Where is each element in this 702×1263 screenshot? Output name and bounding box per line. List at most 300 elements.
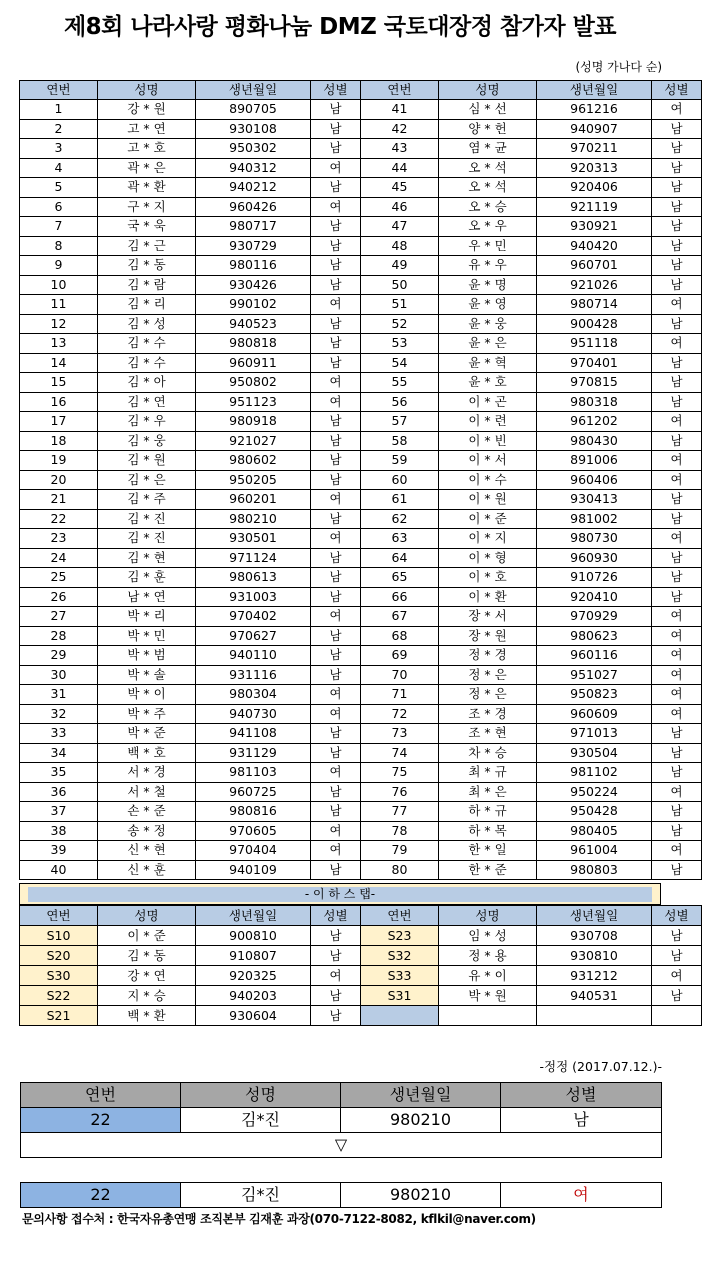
- participant-name: 윤 * 웅: [439, 314, 537, 334]
- participant-seq: 66: [361, 587, 439, 607]
- participant-birth: 960116: [537, 646, 652, 666]
- participant-sex: 여: [311, 373, 361, 393]
- participant-birth: 980918: [196, 412, 311, 432]
- participant-sex: 남: [311, 568, 361, 588]
- table-row: [20, 763, 702, 783]
- participant-name: 정 * 은: [439, 685, 537, 705]
- participant-seq: 25: [20, 568, 98, 588]
- participant-birth: 960930: [537, 548, 652, 568]
- header-sex: 성별: [652, 81, 702, 100]
- staff-birth: 931212: [537, 966, 652, 986]
- participant-name: 서 * 경: [98, 763, 196, 783]
- participant-sex: 남: [311, 334, 361, 354]
- table-row: [20, 275, 702, 295]
- participant-sex: 남: [652, 275, 702, 295]
- participant-seq: 47: [361, 217, 439, 237]
- participant-birth: 970211: [537, 139, 652, 159]
- participant-birth: 930921: [537, 217, 652, 237]
- participant-seq: 46: [361, 197, 439, 217]
- participant-seq: 53: [361, 334, 439, 354]
- participant-name: 고 * 연: [98, 119, 196, 139]
- staff-birth: 940531: [537, 986, 652, 1006]
- staff-seq: S23: [361, 926, 439, 946]
- participant-name: 염 * 균: [439, 139, 537, 159]
- correction-gap: [21, 1158, 662, 1183]
- participant-name: 김 * 성: [98, 314, 196, 334]
- table-row: [20, 860, 702, 880]
- page-title: 제8회 나라사랑 평화나눔 DMZ 국토대장정 참가자 발표: [63, 14, 617, 40]
- participant-seq: 27: [20, 607, 98, 627]
- table-row: [20, 821, 702, 841]
- staff-seq: S10: [20, 926, 98, 946]
- table-row: [20, 986, 702, 1006]
- participant-birth: 971013: [537, 724, 652, 744]
- participant-seq: 19: [20, 451, 98, 471]
- participant-birth: 920406: [537, 178, 652, 198]
- participant-name: 김 * 근: [98, 236, 196, 256]
- participant-seq: 52: [361, 314, 439, 334]
- table-row: [20, 197, 702, 217]
- participant-name: 이 * 지: [439, 529, 537, 549]
- staff-birth: 930810: [537, 946, 652, 966]
- participant-name: 김 * 진: [98, 509, 196, 529]
- participant-birth: 980730: [537, 529, 652, 549]
- participant-birth: 930413: [537, 490, 652, 510]
- participant-name: 우 * 민: [439, 236, 537, 256]
- participant-name: 박 * 리: [98, 607, 196, 627]
- participant-seq: 68: [361, 626, 439, 646]
- participant-name: 정 * 경: [439, 646, 537, 666]
- participant-birth: 970815: [537, 373, 652, 393]
- participant-birth: 981002: [537, 509, 652, 529]
- participant-sex: 남: [652, 353, 702, 373]
- participant-seq: 62: [361, 509, 439, 529]
- participant-sex: 남: [652, 821, 702, 841]
- staff-name: 백 * 환: [98, 1006, 196, 1026]
- participant-birth: 950205: [196, 470, 311, 490]
- participant-seq: 75: [361, 763, 439, 783]
- participant-birth: 970401: [537, 353, 652, 373]
- participant-birth: 970929: [537, 607, 652, 627]
- participant-birth: 950224: [537, 782, 652, 802]
- header-birth: 생년월일: [196, 906, 311, 926]
- participant-birth: 930504: [537, 743, 652, 763]
- header-seq: 연번: [361, 906, 439, 926]
- participant-seq: 40: [20, 860, 98, 880]
- participant-birth: 980318: [537, 392, 652, 412]
- header-birth: 생년월일: [537, 81, 652, 100]
- header-sex: 성별: [652, 906, 702, 926]
- participant-birth: 980818: [196, 334, 311, 354]
- participant-seq: 72: [361, 704, 439, 724]
- participant-birth: 980430: [537, 431, 652, 451]
- correction-header-row: [21, 1083, 662, 1108]
- participant-sex: 남: [652, 236, 702, 256]
- participant-sex: 남: [311, 100, 361, 120]
- participant-sex: 여: [652, 451, 702, 471]
- participant-birth: 980405: [537, 821, 652, 841]
- participant-seq: 26: [20, 587, 98, 607]
- participant-birth: 980816: [196, 802, 311, 822]
- participant-seq: 60: [361, 470, 439, 490]
- table-row: [20, 119, 702, 139]
- participant-birth: 971124: [196, 548, 311, 568]
- staff-name: 김 * 동: [98, 946, 196, 966]
- table-row: [20, 236, 702, 256]
- header-birth: 생년월일: [537, 906, 652, 926]
- participant-name: 박 * 민: [98, 626, 196, 646]
- participant-birth: 930108: [196, 119, 311, 139]
- participant-name: 김 * 연: [98, 392, 196, 412]
- participant-seq: 6: [20, 197, 98, 217]
- participant-name: 김 * 수: [98, 353, 196, 373]
- participant-seq: 18: [20, 431, 98, 451]
- correction-before-name: 김*진: [181, 1108, 341, 1133]
- staff-label: - 이 하 스 탭-: [28, 887, 652, 902]
- participant-name: 윤 * 혁: [439, 353, 537, 373]
- participant-sex: 여: [652, 412, 702, 432]
- participant-birth: 951027: [537, 665, 652, 685]
- participant-birth: 960911: [196, 353, 311, 373]
- participant-sex: 남: [311, 353, 361, 373]
- staff-name: 강 * 연: [98, 966, 196, 986]
- table-row: [20, 587, 702, 607]
- table-row: [20, 926, 702, 946]
- participant-seq: 37: [20, 802, 98, 822]
- table-row: [20, 451, 702, 471]
- participant-birth: 960609: [537, 704, 652, 724]
- correction-header-seq: 연번: [21, 1083, 181, 1108]
- participant-name: 김 * 은: [98, 470, 196, 490]
- empty-cell: [652, 1006, 702, 1026]
- participant-name: 양 * 헌: [439, 119, 537, 139]
- participant-birth: 891006: [537, 451, 652, 471]
- correction-before-seq: 22: [21, 1108, 181, 1133]
- participant-sex: 남: [311, 412, 361, 432]
- participant-name: 송 * 정: [98, 821, 196, 841]
- participant-birth: 931129: [196, 743, 311, 763]
- participant-name: 오 * 석: [439, 178, 537, 198]
- participant-name: 고 * 호: [98, 139, 196, 159]
- participant-sex: 남: [311, 119, 361, 139]
- table-row: [20, 158, 702, 178]
- participant-seq: 16: [20, 392, 98, 412]
- staff-sex: 남: [311, 926, 361, 946]
- participant-sex: 남: [311, 236, 361, 256]
- participant-sex: 남: [311, 860, 361, 880]
- participant-name: 박 * 주: [98, 704, 196, 724]
- header-name: 성명: [98, 906, 196, 926]
- staff-sex: 남: [652, 986, 702, 1006]
- participant-seq: 2: [20, 119, 98, 139]
- staff-sex: 여: [652, 966, 702, 986]
- staff-sex: 남: [652, 946, 702, 966]
- correction-after-row: [21, 1183, 662, 1208]
- staff-seq: S32: [361, 946, 439, 966]
- participant-sex: 남: [311, 802, 361, 822]
- participant-name: 한 * 준: [439, 860, 537, 880]
- participant-seq: 28: [20, 626, 98, 646]
- participant-name: 김 * 수: [98, 334, 196, 354]
- table-row: [20, 548, 702, 568]
- participant-seq: 74: [361, 743, 439, 763]
- participant-birth: 980304: [196, 685, 311, 705]
- participant-name: 최 * 은: [439, 782, 537, 802]
- table-row: [20, 782, 702, 802]
- participant-name: 이 * 수: [439, 470, 537, 490]
- participant-sex: 남: [311, 782, 361, 802]
- participant-seq: 48: [361, 236, 439, 256]
- participant-birth: 960725: [196, 782, 311, 802]
- staff-birth: 900810: [196, 926, 311, 946]
- participant-sex: 여: [311, 821, 361, 841]
- participant-birth: 941108: [196, 724, 311, 744]
- participant-sex: 남: [652, 314, 702, 334]
- table-row: [20, 607, 702, 627]
- participant-sex: 남: [311, 509, 361, 529]
- staff-seq: S30: [20, 966, 98, 986]
- participant-seq: 55: [361, 373, 439, 393]
- participant-name: 박 * 범: [98, 646, 196, 666]
- participant-birth: 940730: [196, 704, 311, 724]
- participant-sex: 여: [311, 197, 361, 217]
- participant-sex: 남: [311, 724, 361, 744]
- participant-name: 손 * 준: [98, 802, 196, 822]
- table-row: [20, 353, 702, 373]
- staff-name: 임 * 성: [439, 926, 537, 946]
- participant-name: 국 * 욱: [98, 217, 196, 237]
- participant-sex: 여: [652, 295, 702, 315]
- correction-table: [20, 1082, 662, 1208]
- participant-seq: 44: [361, 158, 439, 178]
- participant-name: 조 * 현: [439, 724, 537, 744]
- participant-sex: 남: [652, 139, 702, 159]
- participant-birth: 951123: [196, 392, 311, 412]
- table-row: [20, 373, 702, 393]
- table-row: [20, 685, 702, 705]
- staff-seq: S31: [361, 986, 439, 1006]
- participant-birth: 980602: [196, 451, 311, 471]
- participant-name: 김 * 원: [98, 451, 196, 471]
- table-row: [20, 626, 702, 646]
- participant-sex: 여: [652, 470, 702, 490]
- participant-name: 장 * 서: [439, 607, 537, 627]
- participant-name: 이 * 준: [439, 509, 537, 529]
- correction-header-sex: 성별: [501, 1083, 662, 1108]
- table-row: [20, 946, 702, 966]
- participant-birth: 960406: [537, 470, 652, 490]
- participant-seq: 79: [361, 841, 439, 861]
- participant-birth: 921027: [196, 431, 311, 451]
- table-row: [20, 431, 702, 451]
- table-row: [20, 139, 702, 159]
- table-row: [20, 470, 702, 490]
- participant-sex: 남: [311, 431, 361, 451]
- participant-name: 박 * 준: [98, 724, 196, 744]
- participant-sex: 남: [652, 548, 702, 568]
- participant-seq: 9: [20, 256, 98, 276]
- participant-sex: 여: [652, 607, 702, 627]
- participant-birth: 940109: [196, 860, 311, 880]
- participant-seq: 33: [20, 724, 98, 744]
- table-row: [20, 392, 702, 412]
- participant-birth: 950428: [537, 802, 652, 822]
- correction-after-birth: 980210: [341, 1183, 501, 1208]
- header-seq: 연번: [20, 906, 98, 926]
- participant-table: [19, 80, 702, 880]
- participant-seq: 49: [361, 256, 439, 276]
- participant-name: 한 * 일: [439, 841, 537, 861]
- participant-name: 신 * 훈: [98, 860, 196, 880]
- participant-seq: 41: [361, 100, 439, 120]
- participant-name: 김 * 리: [98, 295, 196, 315]
- table-row: [20, 295, 702, 315]
- participant-seq: 38: [20, 821, 98, 841]
- participant-birth: 980116: [196, 256, 311, 276]
- participant-seq: 32: [20, 704, 98, 724]
- participant-name: 오 * 승: [439, 197, 537, 217]
- participant-birth: 951118: [537, 334, 652, 354]
- correction-header-name: 성명: [181, 1083, 341, 1108]
- participant-seq: 12: [20, 314, 98, 334]
- staff-table: [19, 905, 702, 1026]
- participant-seq: 10: [20, 275, 98, 295]
- staff-birth: 940203: [196, 986, 311, 1006]
- participant-name: 김 * 주: [98, 490, 196, 510]
- participant-sex: 남: [652, 724, 702, 744]
- participant-seq: 8: [20, 236, 98, 256]
- participant-seq: 77: [361, 802, 439, 822]
- participant-sex: 남: [652, 373, 702, 393]
- participant-birth: 920410: [537, 587, 652, 607]
- participant-sex: 여: [311, 158, 361, 178]
- participant-name: 이 * 련: [439, 412, 537, 432]
- table-row: [20, 334, 702, 354]
- table-row: [20, 966, 702, 986]
- table-row: [20, 841, 702, 861]
- participant-seq: 22: [20, 509, 98, 529]
- participant-name: 유 * 우: [439, 256, 537, 276]
- participant-sex: 남: [652, 743, 702, 763]
- participant-sex: 남: [652, 763, 702, 783]
- table-row: [20, 802, 702, 822]
- participant-sex: 남: [652, 509, 702, 529]
- participant-seq: 45: [361, 178, 439, 198]
- table-row: [20, 568, 702, 588]
- participant-name: 남 * 연: [98, 587, 196, 607]
- participant-seq: 50: [361, 275, 439, 295]
- participant-birth: 900428: [537, 314, 652, 334]
- down-triangle-icon: ▽: [21, 1133, 662, 1158]
- participant-seq: 31: [20, 685, 98, 705]
- participant-name: 김 * 진: [98, 529, 196, 549]
- participant-birth: 930501: [196, 529, 311, 549]
- participant-sex: 남: [311, 587, 361, 607]
- staff-name: 이 * 준: [98, 926, 196, 946]
- staff-section: [19, 883, 689, 1026]
- participant-birth: 950823: [537, 685, 652, 705]
- table-row: [20, 490, 702, 510]
- participant-seq: 4: [20, 158, 98, 178]
- participant-sex: 여: [652, 665, 702, 685]
- header-birth: 생년월일: [196, 81, 311, 100]
- table-row: [20, 646, 702, 666]
- participant-sex: 여: [652, 704, 702, 724]
- staff-sex: 여: [311, 966, 361, 986]
- participant-sex: 남: [652, 490, 702, 510]
- participant-seq: 71: [361, 685, 439, 705]
- participant-seq: 61: [361, 490, 439, 510]
- participant-birth: 950802: [196, 373, 311, 393]
- participant-sex: 여: [311, 392, 361, 412]
- participant-name: 윤 * 명: [439, 275, 537, 295]
- staff-seq: S20: [20, 946, 98, 966]
- participant-birth: 961216: [537, 100, 652, 120]
- participant-name: 조 * 경: [439, 704, 537, 724]
- participant-sex: 여: [311, 685, 361, 705]
- empty-cell: [537, 1006, 652, 1026]
- participant-sex: 남: [311, 665, 361, 685]
- table-row: [20, 314, 702, 334]
- participant-seq: 65: [361, 568, 439, 588]
- staff-header-row: [20, 906, 702, 926]
- participant-name: 구 * 지: [98, 197, 196, 217]
- participant-name: 백 * 호: [98, 743, 196, 763]
- participant-seq: 59: [361, 451, 439, 471]
- participant-birth: 940312: [196, 158, 311, 178]
- correction-before-birth: 980210: [341, 1108, 501, 1133]
- participant-name: 이 * 빈: [439, 431, 537, 451]
- participant-name: 이 * 형: [439, 548, 537, 568]
- staff-name: 지 * 승: [98, 986, 196, 1006]
- participant-birth: 921119: [537, 197, 652, 217]
- participant-sex: 남: [652, 158, 702, 178]
- participant-name: 심 * 선: [439, 100, 537, 120]
- empty-cell: [439, 1006, 537, 1026]
- participant-sex: 여: [311, 490, 361, 510]
- participant-seq: 24: [20, 548, 98, 568]
- participant-name: 이 * 원: [439, 490, 537, 510]
- participant-birth: 970605: [196, 821, 311, 841]
- participant-seq: 42: [361, 119, 439, 139]
- participant-seq: 80: [361, 860, 439, 880]
- staff-birth: 910807: [196, 946, 311, 966]
- staff-sex: 남: [311, 1006, 361, 1026]
- participant-sex: 여: [652, 841, 702, 861]
- participant-name: 오 * 우: [439, 217, 537, 237]
- participant-sex: 남: [652, 119, 702, 139]
- participant-sex: 여: [652, 646, 702, 666]
- participant-seq: 67: [361, 607, 439, 627]
- correction-arrow-row: [21, 1133, 662, 1158]
- participant-sex: 여: [652, 685, 702, 705]
- participant-name: 신 * 현: [98, 841, 196, 861]
- participant-birth: 930426: [196, 275, 311, 295]
- participant-birth: 940212: [196, 178, 311, 198]
- participant-birth: 980714: [537, 295, 652, 315]
- participant-seq: 5: [20, 178, 98, 198]
- participant-seq: 54: [361, 353, 439, 373]
- staff-sex: 남: [311, 946, 361, 966]
- participant-birth: 910726: [537, 568, 652, 588]
- participant-seq: 7: [20, 217, 98, 237]
- participant-name: 정 * 은: [439, 665, 537, 685]
- staff-name: 유 * 이: [439, 966, 537, 986]
- table-row: [20, 509, 702, 529]
- header-sex: 성별: [311, 81, 361, 100]
- participant-name: 하 * 목: [439, 821, 537, 841]
- participant-name: 이 * 서: [439, 451, 537, 471]
